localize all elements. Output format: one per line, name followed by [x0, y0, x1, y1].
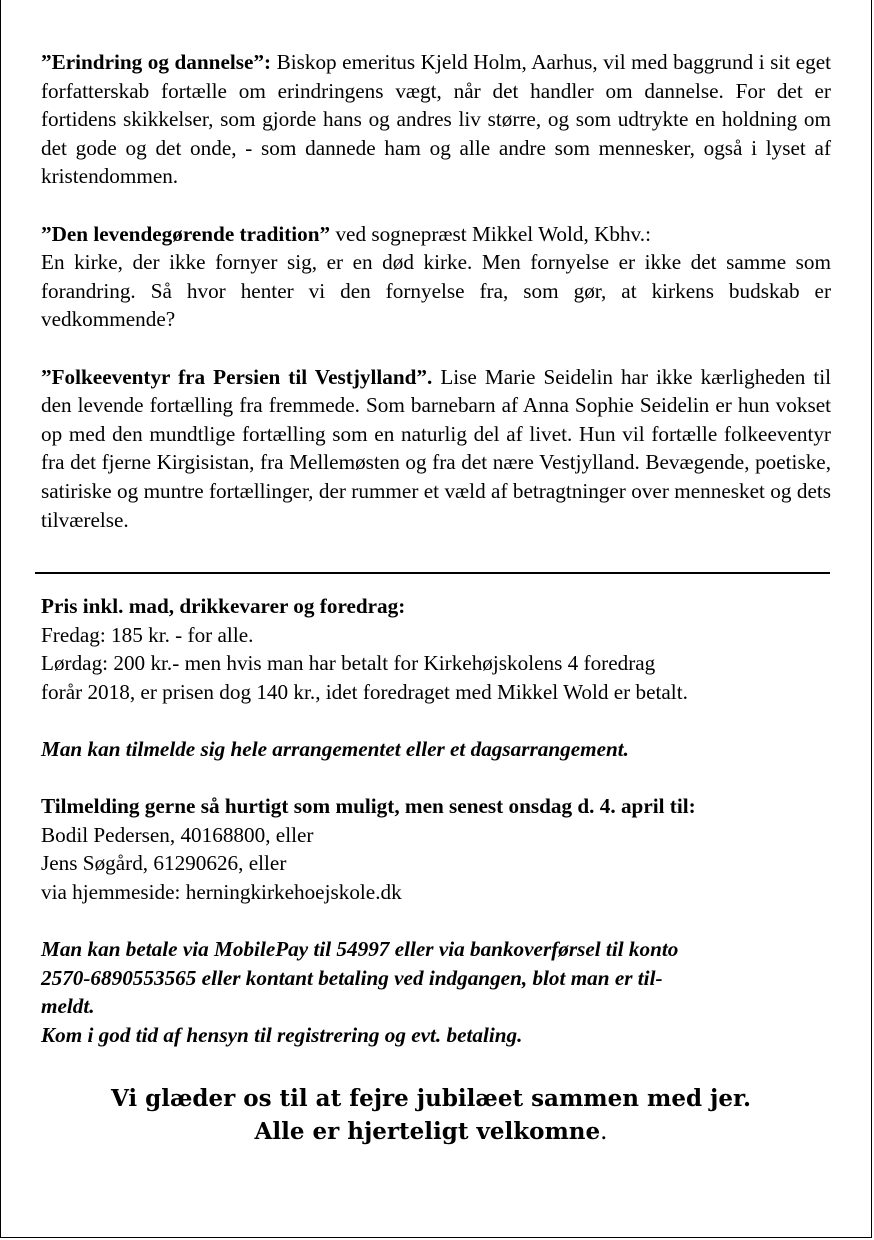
section-intro: ved sognepræst Mikkel Wold, Kbhv.: [330, 221, 651, 246]
payment-line: 2570-6890553565 eller kontant betaling ved indgangen, blot man er til- [41, 965, 663, 990]
section-erindring [41, 48, 831, 191]
contact-line: via hjemmeside: herningkirkehoejskole.dk [41, 879, 402, 904]
section-folkeeventyr [41, 363, 831, 535]
section-body: Lise Marie Seidelin har ikke kærligheden til den levende fortælling fra fremmede. Som barnebarn af Anna Sophie Seidelin er hun vokset op med den mundtlige fortælling som en naturlig del af livet. Hun vil fortælle folkeeventyr fra det fjerne Kirgisistan, fra Mellemøsten og fra det nære Vestjylland. Bevægende, poetiske, satiriske og muntre fortællinger, der rummer et væld af betragtninger over mennesket og dets tilværelse. [41, 364, 831, 532]
section-body: En kirke, der ikke fornyer sig, er en død kirke. Men fornyelse er ikke det samme som forandring. Så hvor henter vi den fornyelse fra, som gør, at kirkens budskab er vedkommende? [41, 250, 831, 332]
closing-period: . [600, 1119, 608, 1145]
contact-line: Jens Søgård, 61290626, eller [41, 851, 287, 876]
closing-line-2 [1, 1115, 861, 1149]
pricing-friday: Fredag: 185 kr. - for alle. [41, 622, 254, 647]
section-body: Biskop emeritus Kjeld Holm, Aarhus, vil med baggrund i sit eget forfatterskab fortælle om erindringens vægt, når det handler om dannelse. For det er fortidens skikkelser, som gjorde hans og andres liv større, og som udtrykte en holdning om det gode og det onde, - som dannede ham og alle andre som mennesker, også i lyset af kristendommen. [41, 50, 831, 189]
section-heading: ”Den levendegørende tradition” [41, 221, 331, 246]
section-heading: ”Folkeeventyr fra Persien til Vestjylland”. [41, 364, 433, 389]
closing-message [1, 1082, 861, 1149]
section-tradition [41, 220, 831, 334]
contact-line: Bodil Pedersen, 40168800, eller [41, 822, 314, 847]
signup-note: Man kan tilmelde sig hele arrangementet eller et dagsarrangement. [41, 736, 629, 761]
payment-line: Man kan betale via MobilePay til 54997 eller via bankoverførsel til konto [41, 937, 679, 962]
section-heading: ”Erindring og dannelse”: [41, 50, 272, 74]
closing-line-2-text: Alle er hjerteligt velkomne [254, 1118, 601, 1145]
practical-info [41, 592, 831, 1050]
payment-line: Kom i god tid af hensyn til registrering og evt. betaling. [41, 1022, 523, 1047]
pricing-saturday-2: forår 2018, er prisen dog 140 kr., idet foredraget med Mikkel Wold er betalt. [41, 679, 688, 704]
pricing-saturday-1: Lørdag: 200 kr.- men hvis man har betalt for Kirkehøjskolens 4 foredrag [41, 651, 656, 676]
registration-heading-text: Tilmelding gerne så hurtigt som muligt, men senest onsdag d. 4. april til: [41, 794, 696, 819]
pricing-heading-text: Pris inkl. mad, drikkevarer og foredrag: [41, 594, 406, 618]
closing-line-1: Vi glæder os til at fejre jubilæet sammen med jer. [110, 1085, 752, 1112]
lecture-descriptions [41, 48, 831, 534]
payment-line: meldt. [41, 994, 95, 1019]
pricing-heading [41, 592, 831, 621]
registration-heading [41, 792, 831, 821]
horizontal-divider [35, 572, 830, 574]
